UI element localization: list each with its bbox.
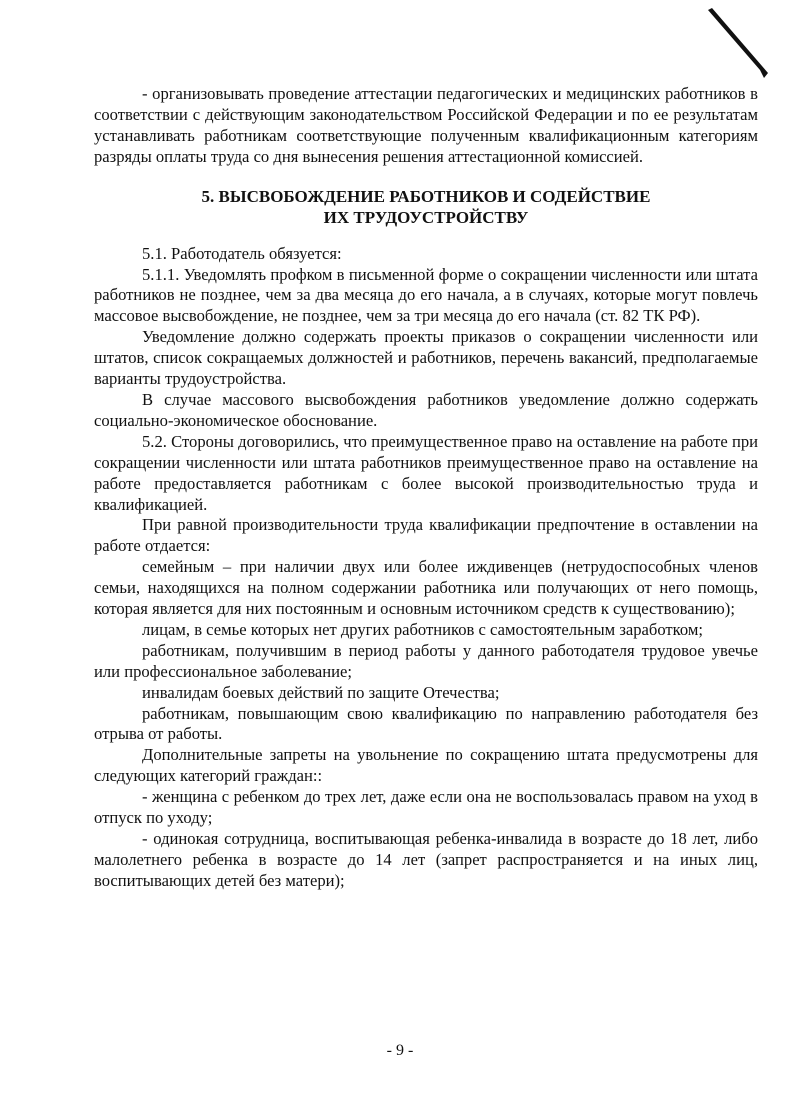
page-number: - 9 -: [386, 1042, 414, 1059]
paragraph-preference: При равной производительности труда квалификации предпочтение в оставлении на работе отдается:: [94, 515, 758, 556]
paragraph-mother-child: - женщина с ребенком до трех лет, даже если она не воспользовалась правом на уход в отпуск по уходу;: [94, 787, 758, 828]
paragraph-5-1-1: 5.1.1. Уведомлять профком в письменной форме о сокращении численности или штата работников не позднее, чем за два месяца до его начала, а в случаях, которые могут повлечь массовое высвобождение, не позднее, чем за три месяца до его начала (ст. 82 ТК РФ).: [94, 264, 758, 326]
paragraph-injury: работникам, получившим в период работы у данного работодателя трудовое увечье или профессиональное заболевание;: [94, 640, 758, 681]
paragraph-notice-content: Уведомление должно содержать проекты приказов о сокращении численности или штатов, список сокращаемых должностей и работников, перечень вакансий, предполагаемые варианты трудоустройства.: [94, 327, 758, 389]
document-body: [94, 84, 758, 892]
paragraph-5-1: 5.1. Работодатель обязуется:: [142, 243, 342, 263]
paragraph-qualification: работникам, повышающим свою квалификацию по направлению работодателя без отрыва от работы.: [94, 703, 758, 744]
paragraph-5-2: 5.2. Стороны договорились, что преимущественное право на оставление на работе при сокращении численности или штата работников преимущественное право на оставление на работе предоставляется работникам с более высокой производительностью труда и квалификацией.: [94, 431, 758, 514]
pen-stroke-mark: [690, 0, 780, 95]
section-heading-line1: 5. ВЫСВОБОЖДЕНИЕ РАБОТНИКОВ И СОДЕЙСТВИЕ: [201, 186, 651, 206]
paragraph-veterans: инвалидам боевых действий по защите Отечества;: [142, 682, 500, 702]
paragraph-family: семейным – при наличии двух или более иждивенцев (нетрудоспособных членов семьи, находящихся на полном содержании работника или получающих от него помощь, которая является для них постоянным и основным источником средств к существованию);: [94, 557, 758, 619]
paragraph-additional-bans: Дополнительные запреты на увольнение по сокращению штата предусмотрены для следующих категорий граждан::: [94, 745, 758, 786]
paragraph-mass-release: В случае массового высвобождения работников уведомление должно содержать социально-экономическое обоснование.: [94, 389, 758, 430]
section-heading-line2: ИХ ТРУДОУСТРОЙСТВУ: [323, 207, 529, 227]
paragraph-no-earners: лицам, в семье которых нет других работников с самостоятельным заработком;: [142, 619, 703, 639]
paragraph-single-employee: - одинокая сотрудница, воспитывающая ребенка-инвалида в возрасте до 18 лет, либо малолетнего ребенка в возрасте до 14 лет (запрет распространяется и на иных лиц, воспитывающих детей без матери);: [94, 829, 758, 890]
paragraph-attestation: - организовывать проведение аттестации педагогических и медицинских работников в соответствии с действующим законодательством Российской Федерации и по ее результатам устанавливать работникам соответствующие полученным квалификационным категориям разряды оплаты труда со дня вынесения решения аттестационной комиссией.: [94, 84, 758, 166]
section-heading: [94, 186, 758, 228]
